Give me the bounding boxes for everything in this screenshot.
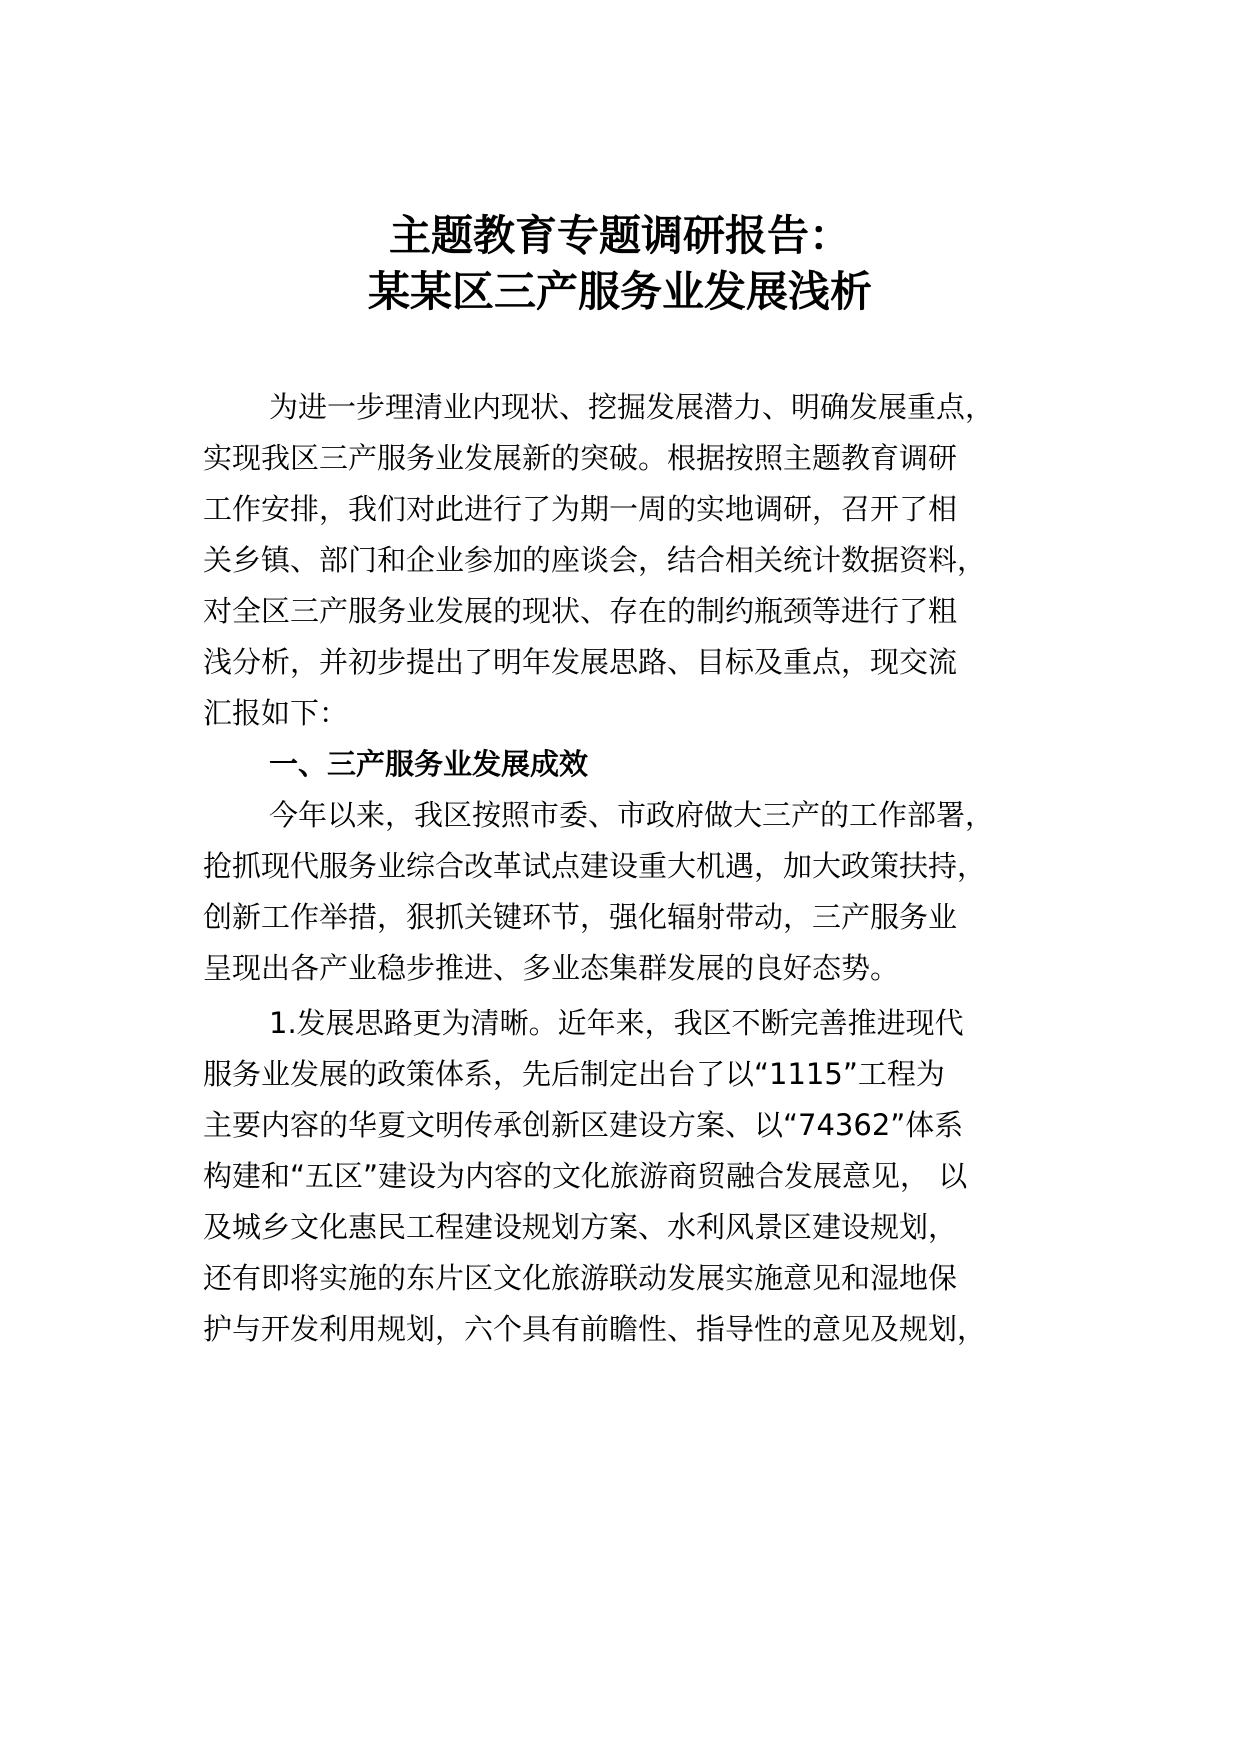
intro-line: 浅分析，并初步提出了明年发展思路、目标及重点，现交流 (203, 645, 958, 679)
title-line-1: 主题教育专题调研报告： (388, 211, 851, 260)
point-line: 主要内容的华夏文明传承创新区建设方案、以“74362”体系 (203, 1108, 964, 1142)
intro-paragraph (203, 382, 1083, 739)
intro-line: 实现我区三产服务业发展新的突破。根据按照主题教育调研 (203, 441, 958, 475)
intro-line: 对全区三产服务业发展的现状、存在的制约瓶颈等进行了粗 (203, 594, 958, 628)
section-line: 呈现出各产业稳步推进、多业态集群发展的良好态势。 (203, 951, 900, 985)
intro-line: 汇报如下： (203, 696, 349, 730)
point-line: 护与开发利用规划，六个具有前瞻性、指导性的意见及规划， (203, 1312, 987, 1346)
section-line: 今年以来，我区按照市委、市政府做大三产的工作部署， (269, 798, 995, 832)
point-line: 构建和“五区”建设为内容的文化旅游商贸融合发展意见， 以 (203, 1159, 968, 1193)
point-line: 1.发展思路更为清晰。近年来，我区不断完善推进现代 (269, 1006, 964, 1040)
section-heading (203, 739, 1083, 790)
section-paragraph (203, 790, 1083, 994)
intro-line: 工作安排，我们对此进行了为期一周的实地调研，召开了相 (203, 492, 958, 526)
title-line-2: 某某区三产服务业发展浅析 (367, 267, 872, 316)
intro-line: 为进一步理清业内现状、挖掘发展潜力、明确发展重点， (269, 390, 995, 424)
section-heading-text: 一、三产服务业发展成效 (269, 747, 589, 781)
point-line: 服务业发展的政策体系，先后制定出台了以“1115”工程为 (203, 1057, 945, 1091)
point-line: 及城乡文化惠民工程建设规划方案、水利风景区建设规划， (203, 1210, 958, 1244)
section-line: 抢抓现代服务业综合改革试点建设重大机遇，加大政策扶持， (203, 849, 987, 883)
document-body (203, 382, 1083, 1355)
intro-line: 关乡镇、部门和企业参加的座谈会，结合相关统计数据资料， (203, 543, 987, 577)
section-line: 创新工作举措，狠抓关键环节，强化辐射带动，三产服务业 (203, 900, 958, 934)
document-title (0, 208, 1240, 320)
point-paragraph (203, 998, 1083, 1355)
point-line: 还有即将实施的东片区文化旅游联动发展实施意见和湿地保 (203, 1261, 958, 1295)
